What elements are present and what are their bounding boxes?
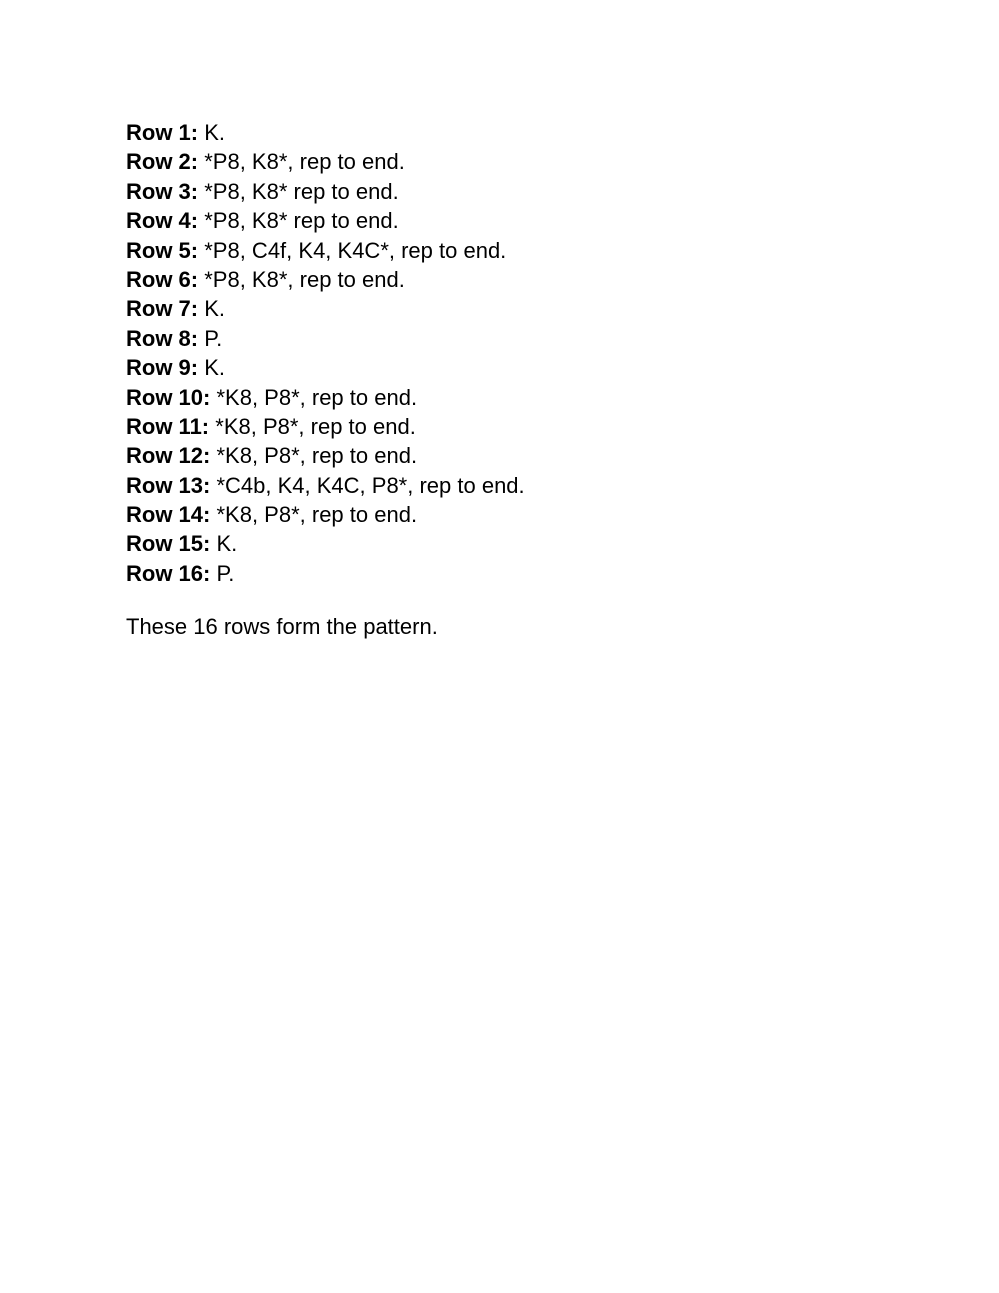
pattern-row [126, 353, 525, 382]
row-label: Row 10: [126, 384, 211, 410]
pattern-row [126, 471, 525, 500]
row-label: Row 4: [126, 208, 199, 234]
row-instruction: *C4b, K4, K4C, P8*, rep to end. [210, 472, 525, 498]
pattern-summary: These 16 rows form the pattern. [126, 614, 438, 639]
row-instruction: *P8, C4f, K4, K4C*, rep to end. [198, 237, 507, 263]
row-instruction: *P8, K8*, rep to end. [198, 149, 405, 175]
pattern-row [126, 559, 525, 588]
row-label: Row 5: [126, 237, 199, 263]
row-label: Row 12: [126, 443, 211, 469]
row-instruction: *K8, P8*, rep to end. [210, 502, 418, 528]
row-instruction: K. [198, 355, 226, 381]
pattern-row [126, 147, 525, 176]
row-label: Row 16: [126, 560, 211, 586]
row-instruction: P. [198, 325, 223, 351]
pattern-row [126, 500, 525, 529]
row-instruction: *P8, K8* rep to end. [198, 208, 399, 234]
pattern-row [126, 294, 525, 323]
row-instruction: K. [210, 531, 238, 557]
row-instruction: K. [198, 120, 226, 145]
row-instruction: *P8, K8*, rep to end. [198, 266, 405, 292]
row-label: Row 6: [126, 266, 199, 292]
row-instruction: *K8, P8*, rep to end. [210, 384, 418, 410]
row-instruction: *P8, K8* rep to end. [198, 178, 399, 204]
row-label: Row 13: [126, 472, 211, 498]
row-label: Row 1: [126, 120, 199, 145]
pattern-row [126, 265, 525, 294]
pattern-row [126, 177, 525, 206]
row-instruction: *K8, P8*, rep to end. [209, 413, 416, 439]
row-label: Row 3: [126, 178, 199, 204]
pattern-row [126, 324, 525, 353]
row-instruction: *K8, P8*, rep to end. [210, 443, 418, 469]
row-label: Row 15: [126, 531, 211, 557]
row-label: Row 14: [126, 502, 211, 528]
pattern-row [126, 441, 525, 470]
pattern-row [126, 529, 525, 558]
pattern-row [126, 118, 525, 147]
row-label: Row 8: [126, 325, 199, 351]
row-label: Row 9: [126, 355, 199, 381]
row-label: Row 7: [126, 296, 199, 322]
row-instruction: P. [210, 560, 235, 586]
pattern-row [126, 206, 525, 235]
pattern-rows [126, 118, 525, 588]
pattern-row [126, 236, 525, 265]
row-label: Row 2: [126, 149, 199, 175]
pattern-row [126, 412, 525, 441]
pattern-row [126, 383, 525, 412]
row-instruction: K. [198, 296, 226, 322]
row-label: Row 11: [126, 413, 210, 439]
